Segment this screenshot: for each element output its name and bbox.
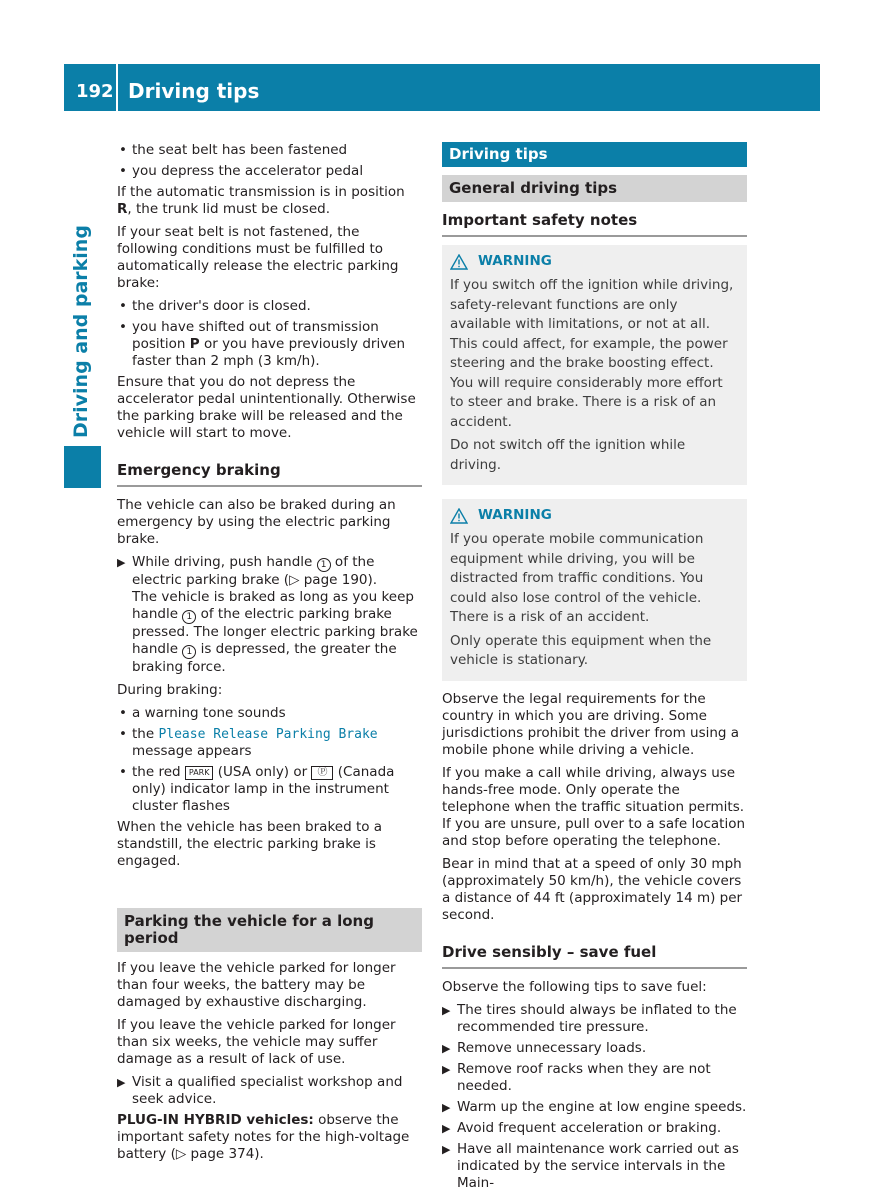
handle-number-icon: 1 [182,610,196,624]
handle-number-icon: 1 [317,558,331,572]
warning-text: Only operate this equipment when the vehicle is stationary. [450,632,712,668]
warning-box [442,245,747,485]
list-item: • the red PARK (USA only) or Ⓟ (Canada only) indicator lamp in the instrument cluster flashes [119,764,395,814]
paragraph-standstill: When the vehicle has been braked to a standstill, the electric parking brake is engaged. [117,819,383,869]
arrow-icon: ▶ [442,1100,451,1114]
warning-triangle-icon [450,508,468,524]
side-chapter-tab [64,446,101,488]
arrow-icon: ▶ [442,1003,451,1017]
section-title: Driving tips [442,142,747,167]
arrow-icon: ▶ [117,1076,126,1089]
warning-text: Do not switch off the ignition while driving. [450,437,686,473]
paragraph-trunk: If the automatic transmission is in position R, the trunk lid must be closed. [117,184,405,217]
list-item: ▶ Have all maintenance work carried out as indicated by the service intervals in the Main- [442,1140,739,1191]
handle-number-icon: 1 [182,645,196,659]
list-item: • the driver's door is closed. [119,298,311,314]
list-item: ▶ Remove roof racks when they are not needed. [442,1060,711,1094]
page-number: 192 [76,81,114,102]
paragraph-ensure: Ensure that you do not depress the accelerator pedal unintentionally. Otherwise the parking brake will be released and the vehicle will start to move. [117,374,416,441]
step-item: ▶ While driving, push handle 1 of the electric parking brake (▷ page 190). The vehicle is braked as long as you keep handle 1 of the electric parking brake pressed. The longer electric parking brake handle 1 is depressed, the greater the braking force. [117,554,418,675]
arrow-icon: ▶ [442,1062,451,1076]
paragraph-speed: Bear in mind that at a speed of only 30 mph (approximately 50 km/h), the vehicle covers a distance of 44 ft (approximately 14 m) per second. [442,855,743,923]
right-column [442,142,747,1196]
warning-triangle-icon [450,254,468,270]
park-indicator-icon: PARK [185,766,214,780]
paragraph-parking-2: If you leave the vehicle parked for longer than six weeks, the vehicle may suffer damage as a result of lack of use. [117,1017,396,1067]
list-item: • a warning tone sounds [119,705,286,721]
display-message: Please Release Parking Brake [158,727,378,742]
step-item: ▶ Visit a qualified specialist workshop and seek advice. [117,1074,403,1107]
list-item: ▶ Warm up the engine at low engine speeds. [442,1098,747,1115]
warning-title: WARNING [478,507,552,523]
arrow-icon: ▶ [442,1121,451,1135]
paragraph-legal: Observe the legal requirements for the country in which you are driving. Some jurisdictions prohibit the driver from using a mobile phone while driving a vehicle. [442,690,740,758]
header-title: Driving tips [128,79,260,103]
list-item: ▶ Avoid frequent acceleration or braking. [442,1119,722,1136]
list-item: • you have shifted out of transmission position P or you have previously driven faster than 2 mph (3 km/h). [119,319,406,369]
paragraph-seatbelt: If your seat belt is not fastened, the following conditions must be fulfilled to automatically release the electric parking brake: [117,224,399,291]
list-item: • the seat belt has been fastened [119,142,348,158]
list-item: • the Please Release Parking Brake message appears [119,726,378,759]
left-column [117,142,422,1169]
side-chapter-text: Driving and parking [70,225,92,438]
paragraph-during: During braking: [117,682,223,698]
warning-text: If you operate mobile communication equipment while driving, you will be distracted from traffic conditions. You could also lose control of the vehicle. There is a risk of an accident. [450,531,704,625]
arrow-icon: ▶ [117,556,126,569]
list-item: ▶ Remove unnecessary loads. [442,1039,647,1056]
arrow-icon: ▶ [442,1041,451,1055]
heading-parking-long: Parking the vehicle for a long period [117,908,422,952]
warning-text: If you switch off the ignition while driving, safety-relevant functions are only available with limitations, or not at all. This could affect, for example, the power steering and the brake boosting effect. You will require considerably more effort to steer and brake. There is a risk of an accident. [450,277,734,430]
subsection-title: General driving tips [442,175,747,202]
heading-safety-notes: Important safety notes [442,212,747,237]
paragraph-fuel-intro: Observe the following tips to save fuel: [442,978,707,995]
paragraph-emergency-intro: The vehicle can also be braked during an emergency by using the electric parking brake. [117,497,396,547]
list-item: ▶ The tires should always be inflated to the recommended tire pressure. [442,1001,737,1035]
list-item: • you depress the accelerator pedal [119,163,364,179]
p-indicator-icon: Ⓟ [311,766,333,780]
page-header [64,64,820,111]
paragraph-handsfree: If you make a call while driving, always use hands-free mode. Only operate the telephone when the traffic situation permits. If you are unsure, pull over to a safe location and stop before operating the telephone. [442,764,746,849]
warning-box [442,499,747,681]
paragraph-parking-1: If you leave the vehicle parked for longer than four weeks, the battery may be damaged by exhaustive discharging. [117,960,396,1010]
header-divider [116,64,118,111]
arrow-icon: ▶ [442,1142,451,1156]
heading-save-fuel: Drive sensibly – save fuel [442,944,747,969]
paragraph-hybrid: PLUG-IN HYBRID vehicles: observe the important safety notes for the high-voltage battery (▷ page 374). [117,1112,410,1162]
warning-title: WARNING [478,253,552,269]
heading-emergency-braking: Emergency braking [117,462,422,487]
